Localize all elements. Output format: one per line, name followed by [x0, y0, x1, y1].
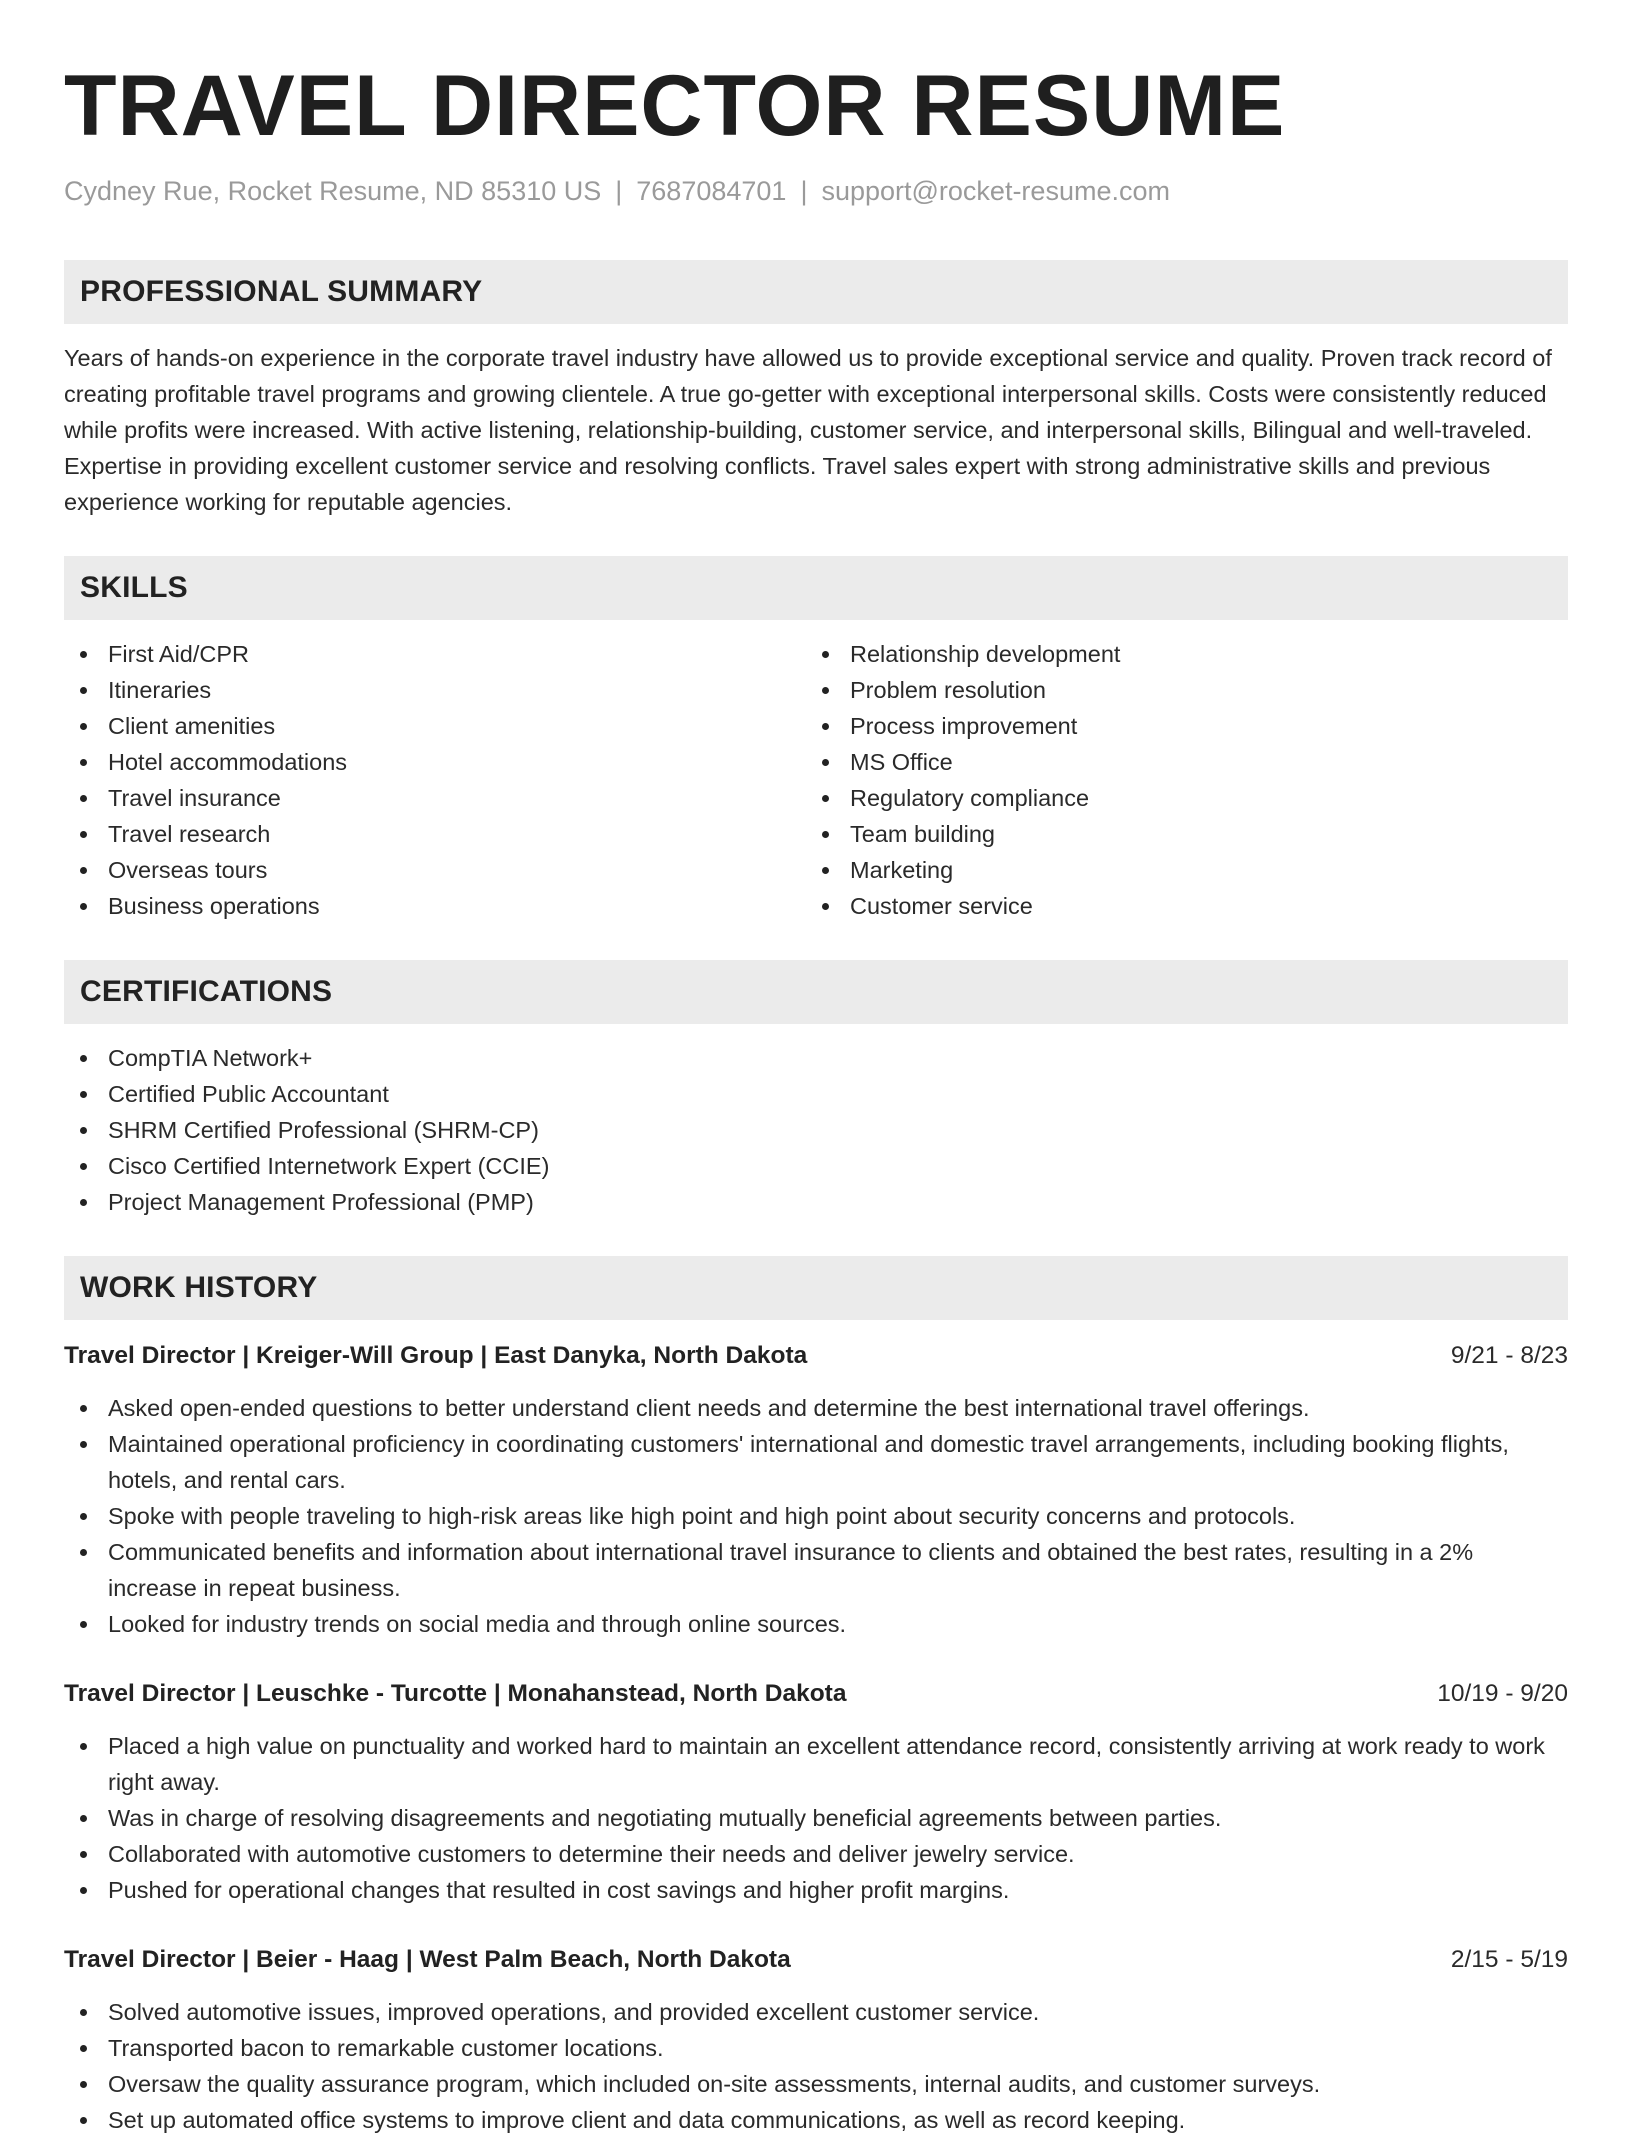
certification-item: Project Management Professional (PMP)	[64, 1184, 1568, 1220]
skill-item: Process improvement	[806, 708, 1548, 744]
job-bullet: Oversaw the quality assurance program, which included on-site assessments, internal audits, and customer surveys.	[64, 2066, 1568, 2102]
skill-item: Itineraries	[64, 672, 806, 708]
job-header	[64, 1942, 1568, 1978]
skill-item: Relationship development	[806, 636, 1548, 672]
job-bullet: Collaborated with automotive customers to determine their needs and deliver jewelry service.	[64, 1836, 1568, 1872]
job-bullet: Set up automated office systems to improve client and data communications, as well as record keeping.	[64, 2102, 1568, 2138]
section-header-summary: PROFESSIONAL SUMMARY	[64, 260, 1568, 324]
skill-item: Client amenities	[64, 708, 806, 744]
skill-item: Hotel accommodations	[64, 744, 806, 780]
job-bullet: Transported bacon to remarkable customer locations.	[64, 2030, 1568, 2066]
job-bullet: Asked open-ended questions to better understand client needs and determine the best international travel offerings.	[64, 1390, 1568, 1426]
skill-item: Travel research	[64, 816, 806, 852]
skills-column-left	[64, 636, 806, 924]
skill-item: Business operations	[64, 888, 806, 924]
certification-item: CompTIA Network+	[64, 1040, 1568, 1076]
job-dates: 9/21 - 8/23	[1450, 1342, 1568, 1369]
job-bullet: Was in charge of resolving disagreements and negotiating mutually beneficial agreements between parties.	[64, 1800, 1568, 1836]
certifications-list	[64, 1040, 1568, 1220]
skill-item: First Aid/CPR	[64, 636, 806, 672]
job-header	[64, 1338, 1568, 1374]
certification-item: Certified Public Accountant	[64, 1076, 1568, 1112]
skills-column-right	[806, 636, 1548, 924]
skill-item: Regulatory compliance	[806, 780, 1548, 816]
section-header-work-history: WORK HISTORY	[64, 1256, 1568, 1320]
job-entry	[64, 1676, 1568, 1908]
job-bullets	[64, 1994, 1568, 2138]
skill-item: Overseas tours	[64, 852, 806, 888]
contact-phone: 7687084701	[636, 176, 787, 206]
job-bullets	[64, 1728, 1568, 1908]
skill-item: Problem resolution	[806, 672, 1548, 708]
job-bullet: Looked for industry trends on social media and through online sources.	[64, 1606, 1568, 1642]
skill-item: Marketing	[806, 852, 1548, 888]
job-bullet: Solved automotive issues, improved operations, and provided excellent customer service.	[64, 1994, 1568, 2030]
job-bullet: Placed a high value on punctuality and worked hard to maintain an excellent attendance record, consistently arriving at work ready to work right away.	[64, 1728, 1568, 1800]
skills-list	[64, 636, 1568, 924]
job-bullet: Communicated benefits and information about international travel insurance to clients and obtained the best rates, resulting in a 2% increase in repeat business.	[64, 1534, 1568, 1606]
job-dates: 10/19 - 9/20	[1437, 1680, 1568, 1707]
section-header-skills: SKILLS	[64, 556, 1568, 620]
job-dates: 2/15 - 5/19	[1450, 1946, 1568, 1973]
skill-item: Team building	[806, 816, 1548, 852]
job-bullet: Pushed for operational changes that resulted in cost savings and higher profit margins.	[64, 1872, 1568, 1908]
certification-item: SHRM Certified Professional (SHRM-CP)	[64, 1112, 1568, 1148]
job-bullet: Spoke with people traveling to high-risk areas like high point and high point about security concerns and protocols.	[64, 1498, 1568, 1534]
contact-separator: |	[800, 176, 808, 206]
job-title: Travel Director | Leuschke - Turcotte | Monahanstead, North Dakota	[64, 1680, 847, 1707]
job-header	[64, 1676, 1568, 1712]
job-title: Travel Director | Kreiger-Will Group | East Danyka, North Dakota	[64, 1342, 808, 1369]
summary-text: Years of hands-on experience in the corporate travel industry have allowed us to provide exceptional service and quality. Proven track record of creating profitable travel programs and growing clientele. A true go-getter with exceptional interpersonal skills. Costs were consistently reduced while profits were increased. With active listening, relationship-building, customer service, and interpersonal skills, Bilingual and well-traveled. Expertise in providing excellent customer service and resolving conflicts. Travel sales expert with strong administrative skills and previous experience working for reputable agencies.	[64, 345, 1552, 515]
skill-item: Customer service	[806, 888, 1548, 924]
resume-title: TRAVEL DIRECTOR RESUME	[64, 58, 1286, 154]
contact-line	[64, 174, 1568, 208]
skill-item: MS Office	[806, 744, 1548, 780]
section-header-certifications: CERTIFICATIONS	[64, 960, 1568, 1024]
contact-separator: |	[615, 176, 623, 206]
job-bullet: Maintained operational proficiency in coordinating customers' international and domestic travel arrangements, including booking flights, hotels, and rental cars.	[64, 1426, 1568, 1498]
skill-item: Travel insurance	[64, 780, 806, 816]
contact-email: support@rocket-resume.com	[821, 176, 1170, 206]
job-bullets	[64, 1390, 1568, 1642]
job-entry	[64, 1942, 1568, 2138]
certification-item: Cisco Certified Internetwork Expert (CCIE)	[64, 1148, 1568, 1184]
job-title: Travel Director | Beier - Haag | West Palm Beach, North Dakota	[64, 1946, 791, 1973]
job-entry	[64, 1338, 1568, 1642]
contact-address: Cydney Rue, Rocket Resume, ND 85310 US	[64, 176, 602, 206]
